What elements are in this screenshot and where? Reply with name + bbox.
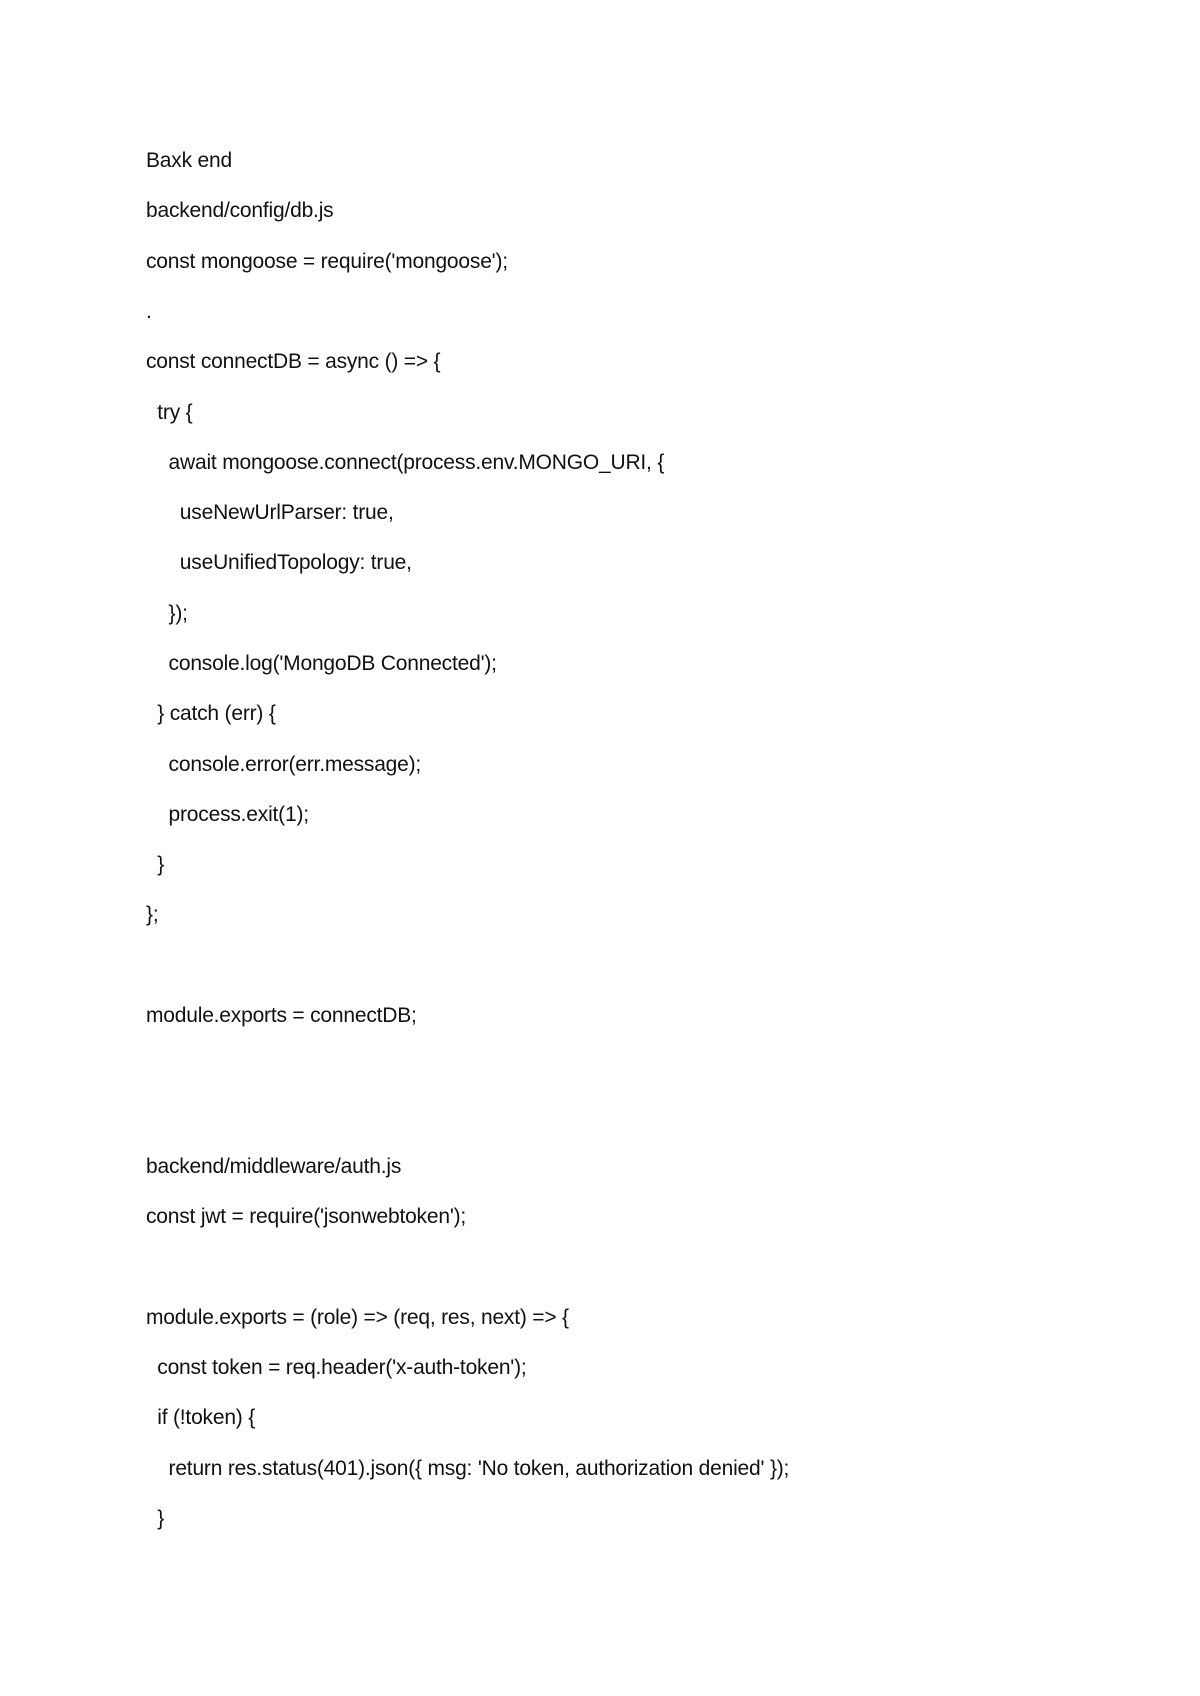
code-line: module.exports = connectDB; — [146, 1004, 417, 1027]
code-line: const jwt = require('jsonwebtoken'); — [146, 1205, 467, 1228]
code-line: const connectDB = async () => { — [146, 350, 441, 373]
code-line: process.exit(1); — [146, 803, 309, 826]
code-line: console.log('MongoDB Connected'); — [146, 652, 497, 675]
code-line: const token = req.header('x-auth-token'); — [146, 1356, 527, 1379]
section-heading: Baxk end — [146, 149, 232, 172]
code-line: }; — [146, 903, 159, 926]
code-line: try { — [146, 401, 193, 424]
code-line: } — [146, 853, 165, 876]
code-line: . — [146, 300, 152, 323]
code-line: useUnifiedTopology: true, — [146, 551, 412, 574]
code-line: }); — [146, 602, 188, 625]
code-line: } — [146, 1507, 165, 1530]
code-line: await mongoose.connect(process.env.MONGO_URI, { — [146, 451, 665, 474]
code-line: const mongoose = require('mongoose'); — [146, 250, 508, 273]
code-line: return res.status(401).json({ msg: 'No token, authorization denied' }); — [146, 1457, 790, 1480]
code-line: } catch (err) { — [146, 702, 276, 725]
code-line: console.error(err.message); — [146, 753, 422, 776]
file-path-label: backend/config/db.js — [146, 199, 334, 222]
code-line: module.exports = (role) => (req, res, next) => { — [146, 1306, 569, 1329]
file-path-label: backend/middleware/auth.js — [146, 1155, 402, 1178]
code-line: useNewUrlParser: true, — [146, 501, 394, 524]
code-line: if (!token) { — [146, 1406, 256, 1429]
